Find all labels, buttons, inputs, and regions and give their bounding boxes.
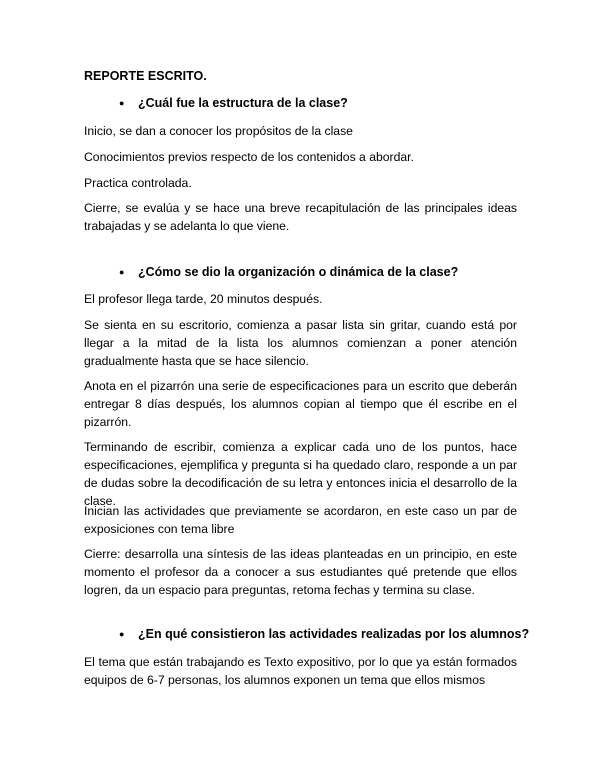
question-text: ¿En qué consistieron las actividades realizadas por los alumnos? xyxy=(138,627,530,641)
paragraph: Cierre, se evalúa y se hace una breve recapitulación de las principales ideas trabajadas y se adelanta lo que viene. xyxy=(84,201,517,233)
paragraph: Inicio, se dan a conocer los propósitos de la clase xyxy=(84,124,353,138)
paragraph: El tema que están trabajando es Texto expositivo, por lo que ya están formados equipos de 6-7 personas, los alumnos exponen un tema que ellos mismos xyxy=(84,655,517,687)
paragraph: Se sienta en su escritorio, comienza a pasar lista sin gritar, cuando está por llegar a la mitad de la lista los alumnos comienzan a poner atención gradualmente hasta que se hace silencio. xyxy=(84,318,517,368)
paragraph: Cierre: desarrolla una síntesis de las ideas planteadas en un principio, en este momento el profesor da a conocer a sus estudiantes qué pretende que ellos logren, da un espacio para preguntas, retoma fechas y termina su clase. xyxy=(84,547,517,597)
bullet-icon: ● xyxy=(119,629,125,639)
bullet-icon: ● xyxy=(119,98,125,108)
paragraph: Terminando de escribir, comienza a explicar cada uno de los puntos, hace especificaciones, ejemplifica y pregunta si ha quedado claro, responde a un par de dudas sobre la decodificación de su letra y entonces inicia el desarrollo de la clase. xyxy=(84,440,517,508)
question-text: ¿Cómo se dio la organización o dinámica de la clase? xyxy=(138,265,459,279)
paragraph: Inician las actividades que previamente se acordaron, en este caso un par de exposiciones con tema libre xyxy=(84,504,517,536)
paragraph: Conocimientos previos respecto de los contenidos a abordar. xyxy=(84,150,414,164)
document-title: REPORTE ESCRITO. xyxy=(84,69,207,83)
paragraph: El profesor llega tarde, 20 minutos después. xyxy=(84,292,323,306)
section-3-question xyxy=(119,627,529,641)
section-1-question xyxy=(119,96,348,110)
question-text: ¿Cuál fue la estructura de la clase? xyxy=(138,96,348,110)
bullet-icon: ● xyxy=(119,267,125,277)
section-2-question xyxy=(119,265,458,279)
paragraph: Anota en el pizarrón una serie de especificaciones para un escrito que deberán entregar 8 días después, los alumnos copian al tiempo que él escribe en el pizarrón. xyxy=(84,379,517,429)
paragraph: Practica controlada. xyxy=(84,176,192,190)
